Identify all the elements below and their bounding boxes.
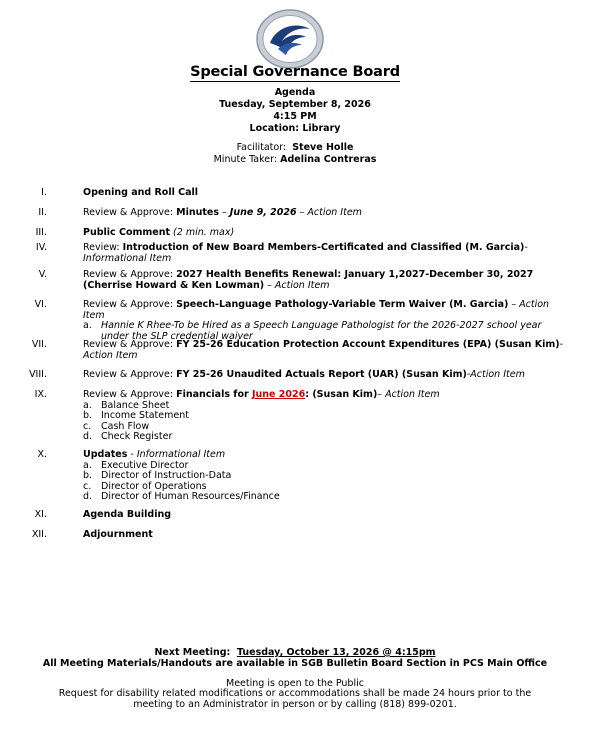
sub-item-text: Income Statement — [101, 410, 189, 421]
sub-item — [83, 432, 573, 443]
item-prefix: Review & Approve: — [83, 369, 177, 380]
sub-item-text: Check Register — [101, 431, 173, 442]
item-title: 2027 Health Benefits Renewal: January 1,2027-December 30, 2027 (Cherrise Howard & Ken Lowman) — [83, 269, 534, 291]
sub-item-text: Hannie K Rhee-To be Hired as a Speech Language Pathologist for the 2026-2027 school year under the SLP credential waiver — [101, 320, 542, 342]
item-number: VII. — [31, 339, 47, 350]
item-number: III. — [35, 227, 47, 238]
item-title: Updates — [83, 449, 128, 460]
item-title: FY 25-26 Education Protection Account Expenditures (EPA) (Susan Kim) — [176, 339, 560, 350]
meeting-date: Tuesday, September 8, 2026 — [219, 99, 371, 110]
item-prefix: Review & Approve: — [83, 207, 177, 218]
sub-item — [83, 492, 573, 503]
item-date: June 9, 2026 — [229, 207, 297, 218]
item-number: I. — [41, 187, 47, 198]
meeting-time: 4:15 PM — [273, 111, 317, 122]
item-title: Agenda Building — [83, 509, 172, 520]
agenda-header — [0, 87, 590, 135]
minute-taker-name: Adelina Contreras — [280, 154, 377, 165]
sub-item — [83, 411, 573, 422]
item-title: Minutes — [176, 207, 219, 218]
sub-item-text: Balance Sheet — [101, 399, 170, 411]
minute-taker-line — [0, 154, 590, 166]
item-type: - Informational Item — [83, 242, 528, 264]
next-meeting-label: Next Meeting: — [154, 647, 231, 658]
item-number: VI. — [34, 299, 47, 310]
item-type: – Action Item — [377, 389, 440, 400]
item-prefix: Review & Approve: — [83, 269, 177, 280]
sub-item-letter: a. — [83, 459, 92, 471]
sub-item-text: Director of Operations — [101, 480, 207, 492]
item-number: V. — [38, 269, 47, 280]
org-name: Special Governance Board — [190, 64, 400, 80]
next-meeting — [0, 648, 590, 659]
item-type: -Action Item — [83, 339, 564, 361]
item-number: IV. — [35, 242, 47, 253]
item-number: XI. — [34, 509, 47, 520]
item-prefix: Review & Approve: — [83, 299, 177, 310]
public-note: Meeting is open to the Public — [226, 678, 364, 689]
board-logo — [256, 9, 324, 69]
item-type: – Action Item — [83, 299, 550, 321]
facilitator-line — [0, 142, 590, 154]
item-type: - Informational Item — [127, 449, 226, 460]
facilitator-name: Steve Holle — [292, 142, 354, 153]
item-title: Public Comment — [83, 227, 171, 238]
item-month: June 2026 — [251, 389, 306, 400]
sub-item-letter: b. — [83, 470, 93, 481]
minute-taker-label: Minute Taker: — [213, 154, 278, 165]
item-title: Speech-Language Pathology-Variable Term Waiver (M. Garcia) — [176, 299, 509, 310]
item-title: Financials for — [176, 389, 252, 400]
sub-item-letter: b. — [83, 410, 93, 421]
item-type: -Action Item — [466, 369, 525, 380]
agenda-title: Agenda — [274, 87, 316, 98]
sub-item-text: Director of Human Resources/Finance — [101, 491, 280, 502]
meeting-location: Location: Library — [249, 123, 341, 134]
roles — [0, 142, 590, 166]
sub-item-text: Director of Instruction-Data — [101, 470, 232, 481]
sub-item-letter: c. — [83, 420, 92, 432]
organization-title — [0, 64, 590, 80]
item-number: X. — [37, 449, 47, 460]
facilitator-label: Facilitator: — [236, 142, 287, 153]
item-prefix: Review & Approve: — [83, 339, 177, 350]
sub-item-letter: d. — [83, 491, 93, 502]
item-prefix: Review: — [83, 242, 123, 253]
item-title: Introduction of New Board Members-Certificated and Classified (M. Garcia) — [122, 242, 525, 253]
sub-item-letter: d. — [83, 431, 93, 442]
sub-item-letter: a. — [83, 399, 92, 411]
item-note: (2 min. max) — [170, 227, 235, 238]
item-presenter: : (Susan Kim) — [305, 389, 378, 400]
item-number: IX. — [34, 389, 47, 400]
item-prefix: Review & Approve: — [83, 389, 177, 400]
item-number: II. — [38, 207, 47, 218]
sub-item-text: Cash Flow — [101, 420, 150, 432]
disability-note: Request for disability related modifications or accommodations shall be made 24 hours prior to the meeting to an Administrator in person or by calling (818) 899-0201. — [58, 688, 532, 710]
item-title: Adjournment — [83, 529, 153, 540]
item-title: Opening and Roll Call — [83, 187, 199, 198]
item-type: – Action Item — [296, 207, 362, 218]
next-meeting-date: Tuesday, October 13, 2026 @ 4:15pm — [236, 647, 436, 658]
materials-note: All Meeting Materials/Handouts are available in SGB Bulletin Board Section in PCS Main Office — [42, 658, 548, 669]
item-number: XII. — [31, 529, 47, 540]
sub-item-text: Executive Director — [101, 459, 189, 471]
item-title: FY 25-26 Unaudited Actuals Report (UAR) (Susan Kim) — [176, 369, 467, 380]
sub-item-letter: a. — [83, 320, 92, 331]
sub-item-letter: c. — [83, 480, 92, 492]
item-type: – Action Item — [264, 279, 330, 291]
item-separator: – — [219, 207, 230, 218]
item-number: VIII. — [29, 369, 47, 380]
